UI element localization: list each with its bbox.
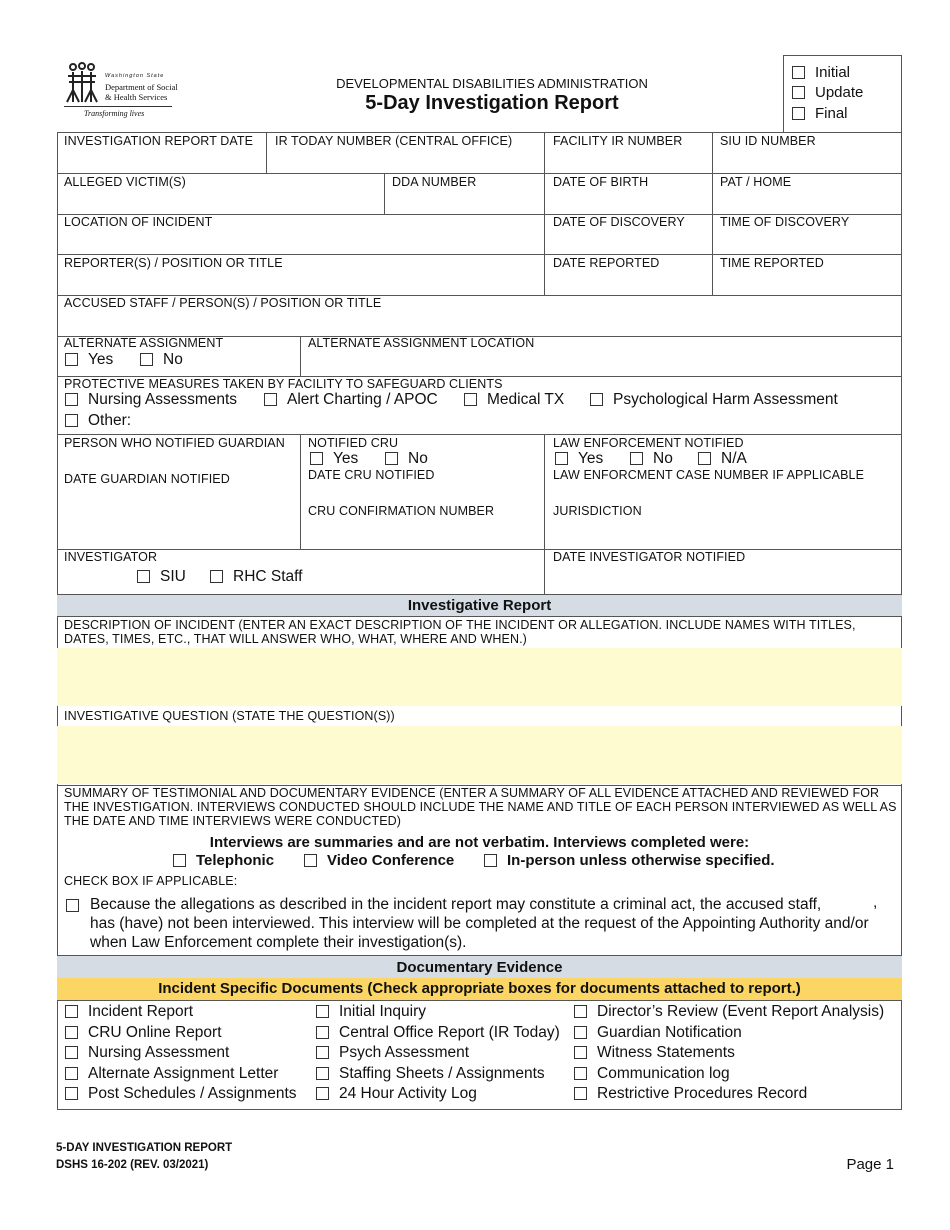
protective-measures-label: PROTECTIVE MEASURES TAKEN BY FACILITY TO SAFEGUARD CLIENTS <box>64 377 503 391</box>
checkbox-icon[interactable] <box>65 393 78 406</box>
summary-instructions-line1: SUMMARY OF TESTIMONIAL AND DOCUMENTARY EVIDENCE (ENTER A SUMMARY OF ALL EVIDENCE ATTACHED AND REVIEWED FOR <box>64 786 880 800</box>
checkbox-icon[interactable] <box>385 452 398 465</box>
alleged-victims-label: ALLEGED VICTIM(S) <box>64 175 186 189</box>
page-title: 5-Day Investigation Report <box>365 92 619 114</box>
cru-confirmation-number-label: CRU CONFIRMATION NUMBER <box>308 504 495 518</box>
checkbox-icon[interactable] <box>630 452 643 465</box>
report-status-box <box>783 55 902 133</box>
dshs-logo-icon <box>64 62 100 106</box>
logo-dept-line1: Department of Social <box>105 82 178 92</box>
doc-incident-report[interactable]: Incident Report <box>65 1003 193 1021</box>
notified-cru-yes[interactable]: Yes <box>310 450 358 468</box>
law-enforcement-no[interactable]: No <box>630 450 673 468</box>
checkbox-icon[interactable] <box>65 414 78 427</box>
checkbox-icon[interactable] <box>464 393 477 406</box>
documentary-evidence-heading: Documentary Evidence <box>57 955 902 979</box>
logo-tagline: Transforming lives <box>84 109 145 118</box>
protective-medical-tx[interactable]: Medical TX <box>464 391 564 409</box>
siu-id-number-label: SIU ID NUMBER <box>720 134 816 148</box>
checkbox-icon[interactable] <box>792 107 805 120</box>
criminal-act-line3: when Law Enforcement complete their investigation(s). <box>90 934 467 951</box>
time-of-discovery-label: TIME OF DISCOVERY <box>720 215 850 229</box>
protective-other[interactable]: Other: <box>65 412 131 430</box>
checkbox-icon[interactable] <box>65 1087 78 1100</box>
doc-initial-inquiry[interactable]: Initial Inquiry <box>316 1003 426 1021</box>
law-enforcement-yes[interactable]: Yes <box>555 450 603 468</box>
notified-cru-no[interactable]: No <box>385 450 428 468</box>
interview-telephonic[interactable]: Telephonic <box>173 852 274 869</box>
checkbox-icon[interactable] <box>698 452 711 465</box>
checkbox-icon[interactable] <box>792 86 805 99</box>
checkbox-icon[interactable] <box>484 854 497 867</box>
checkbox-icon[interactable] <box>316 1005 329 1018</box>
alternate-assignment-label: ALTERNATE ASSIGNMENT <box>64 336 224 350</box>
doc-cru-online-report[interactable]: CRU Online Report <box>65 1024 222 1042</box>
checkbox-icon[interactable] <box>574 1005 587 1018</box>
checkbox-icon[interactable] <box>304 854 317 867</box>
doc-nursing-assessment[interactable]: Nursing Assessment <box>65 1044 229 1062</box>
investigator-rhc-staff[interactable]: RHC Staff <box>210 568 303 586</box>
ir-today-number-label: IR TODAY NUMBER (CENTRAL OFFICE) <box>275 134 513 148</box>
logo-divider <box>64 106 172 107</box>
alternate-assignment-location-label: ALTERNATE ASSIGNMENT LOCATION <box>308 336 535 350</box>
description-instructions-line2: DATES, TIMES, ETC., THAT WILL ANSWER WHO, WHAT, WHERE AND WHEN.) <box>64 632 527 646</box>
checkbox-icon[interactable] <box>316 1046 329 1059</box>
time-reported-label: TIME REPORTED <box>720 256 824 270</box>
date-of-birth-label: DATE OF BIRTH <box>553 175 649 189</box>
criminal-act-line1: Because the allegations as described in the incident report may constitute a criminal act, the accused staff, <box>90 896 822 913</box>
doc-alternate-assignment-letter[interactable]: Alternate Assignment Letter <box>65 1065 278 1083</box>
alternate-assignment-no[interactable]: No <box>140 351 183 369</box>
checkbox-icon[interactable] <box>574 1046 587 1059</box>
interviews-note: Interviews are summaries and are not verbatim. Interviews completed were: <box>209 834 750 851</box>
status-update[interactable]: Update <box>792 84 863 101</box>
doc-24-hour-activity-log[interactable]: 24 Hour Activity Log <box>316 1085 477 1103</box>
agency-name: DEVELOPMENTAL DISABILITIES ADMINISTRATION <box>336 76 648 91</box>
protective-psychological-harm[interactable]: Psychological Harm Assessment <box>590 391 838 409</box>
checkbox-icon[interactable] <box>574 1087 587 1100</box>
doc-central-office-report[interactable]: Central Office Report (IR Today) <box>316 1024 560 1042</box>
status-initial[interactable]: Initial <box>792 64 850 81</box>
dshs-logo <box>62 60 178 122</box>
law-enforcement-notified-label: LAW ENFORCEMENT NOTIFIED <box>553 436 744 450</box>
checkbox-icon[interactable] <box>310 452 323 465</box>
description-instructions-line1: DESCRIPTION OF INCIDENT (ENTER AN EXACT DESCRIPTION OF THE INCIDENT OR ALLEGATION. INCLUDE NAMES WITH TITLES, <box>64 618 856 632</box>
location-of-incident-label: LOCATION OF INCIDENT <box>64 215 213 229</box>
doc-staffing-sheets[interactable]: Staffing Sheets / Assignments <box>316 1065 545 1083</box>
checkbox-icon[interactable] <box>173 854 186 867</box>
investigative-question-text-field[interactable] <box>57 726 902 784</box>
checkbox-icon[interactable] <box>574 1026 587 1039</box>
law-enforcement-case-number-label: LAW ENFORCMENT CASE NUMBER IF APPLICABLE <box>553 468 865 482</box>
checkbox-icon[interactable] <box>590 393 603 406</box>
pat-home-label: PAT / HOME <box>720 175 792 189</box>
checkbox-icon[interactable] <box>316 1067 329 1080</box>
interview-video-conference[interactable]: Video Conference <box>304 852 454 869</box>
doc-witness-statements[interactable]: Witness Statements <box>574 1044 735 1062</box>
criminal-act-line2: has (have) not been interviewed. This interview will be completed at the request of the Appointing Authority and/or <box>90 915 869 932</box>
investigator-siu[interactable]: SIU <box>137 568 186 586</box>
date-reported-label: DATE REPORTED <box>553 256 660 270</box>
checkbox-icon[interactable] <box>210 570 223 583</box>
date-of-discovery-label: DATE OF DISCOVERY <box>553 215 685 229</box>
investigator-label: INVESTIGATOR <box>64 550 158 564</box>
protective-alert-charting[interactable]: Alert Charting / APOC <box>264 391 438 409</box>
footer-form-name: 5-DAY INVESTIGATION REPORT <box>56 1142 233 1154</box>
jurisdiction-label: JURISDICTION <box>553 504 642 518</box>
checkbox-icon[interactable] <box>792 66 805 79</box>
checkbox-icon[interactable] <box>316 1026 329 1039</box>
doc-psych-assessment[interactable]: Psych Assessment <box>316 1044 469 1062</box>
criminal-act-comma: , <box>873 894 878 911</box>
investigative-question-label: INVESTIGATIVE QUESTION (STATE THE QUESTION(S)) <box>64 709 395 723</box>
description-text-field[interactable] <box>57 648 902 706</box>
accused-staff-label: ACCUSED STAFF / PERSON(S) / POSITION OR TITLE <box>64 296 382 310</box>
checkbox-icon[interactable] <box>65 1005 78 1018</box>
protective-nursing-assessments[interactable]: Nursing Assessments <box>65 391 237 409</box>
checkbox-icon[interactable] <box>555 452 568 465</box>
doc-restrictive-procedures[interactable]: Restrictive Procedures Record <box>574 1085 807 1103</box>
facility-ir-number-label: FACILITY IR NUMBER <box>553 134 683 148</box>
check-if-applicable-label: CHECK BOX IF APPLICABLE: <box>64 874 238 888</box>
logo-dept-line2: & Health Services <box>105 92 168 102</box>
checkbox-icon[interactable] <box>65 1067 78 1080</box>
law-enforcement-na[interactable]: N/A <box>698 450 747 468</box>
summary-instructions-line2: THE INVESTIGATION. INTERVIEWS CONDUCTED SHOULD INCLUDE THE NAME AND TITLE OF EACH PERSON INTERVIEWED AS WELL AS <box>64 800 897 814</box>
summary-instructions-line3: THE DATE AND TIME INTERVIEWS WERE CONDUCTED) <box>64 814 402 828</box>
alternate-assignment-yes[interactable]: Yes <box>65 351 113 369</box>
person-notified-guardian-label: PERSON WHO NOTIFIED GUARDIAN <box>64 436 285 450</box>
footer-form-number: DSHS 16-202 (REV. 03/2021) <box>56 1159 209 1171</box>
interview-in-person[interactable]: In-person unless otherwise specified. <box>484 852 775 869</box>
checkbox-icon[interactable] <box>316 1087 329 1100</box>
reporters-label: REPORTER(S) / POSITION OR TITLE <box>64 256 283 270</box>
doc-post-schedules[interactable]: Post Schedules / Assignments <box>65 1085 297 1103</box>
logo-state: Washington State <box>105 73 165 79</box>
date-cru-notified-label: DATE CRU NOTIFIED <box>308 468 435 482</box>
checkbox-icon[interactable] <box>140 353 153 366</box>
doc-directors-review[interactable]: Director’s Review (Event Report Analysis) <box>574 1003 884 1021</box>
checkbox-icon[interactable] <box>65 1046 78 1059</box>
notified-cru-label: NOTIFIED CRU <box>308 436 399 450</box>
investigation-report-date-label: INVESTIGATION REPORT DATE <box>64 134 254 148</box>
date-guardian-notified-label: DATE GUARDIAN NOTIFIED <box>64 472 230 486</box>
date-investigator-notified-label: DATE INVESTIGATOR NOTIFIED <box>553 550 746 564</box>
investigative-report-heading: Investigative Report <box>57 594 902 617</box>
criminal-act-checkbox-icon[interactable] <box>66 899 79 912</box>
dda-number-label: DDA NUMBER <box>392 175 477 189</box>
incident-specific-documents-heading: Incident Specific Documents (Check appropriate boxes for documents attached to report.) <box>57 978 902 1001</box>
checkbox-icon[interactable] <box>65 1026 78 1039</box>
doc-guardian-notification[interactable]: Guardian Notification <box>574 1024 742 1042</box>
footer-page-number: Page 1 <box>846 1156 894 1173</box>
doc-communication-log[interactable]: Communication log <box>574 1065 730 1083</box>
status-final[interactable]: Final <box>792 105 848 122</box>
checkbox-icon[interactable] <box>574 1067 587 1080</box>
checkbox-icon[interactable] <box>264 393 277 406</box>
checkbox-icon[interactable] <box>137 570 150 583</box>
checkbox-icon[interactable] <box>65 353 78 366</box>
